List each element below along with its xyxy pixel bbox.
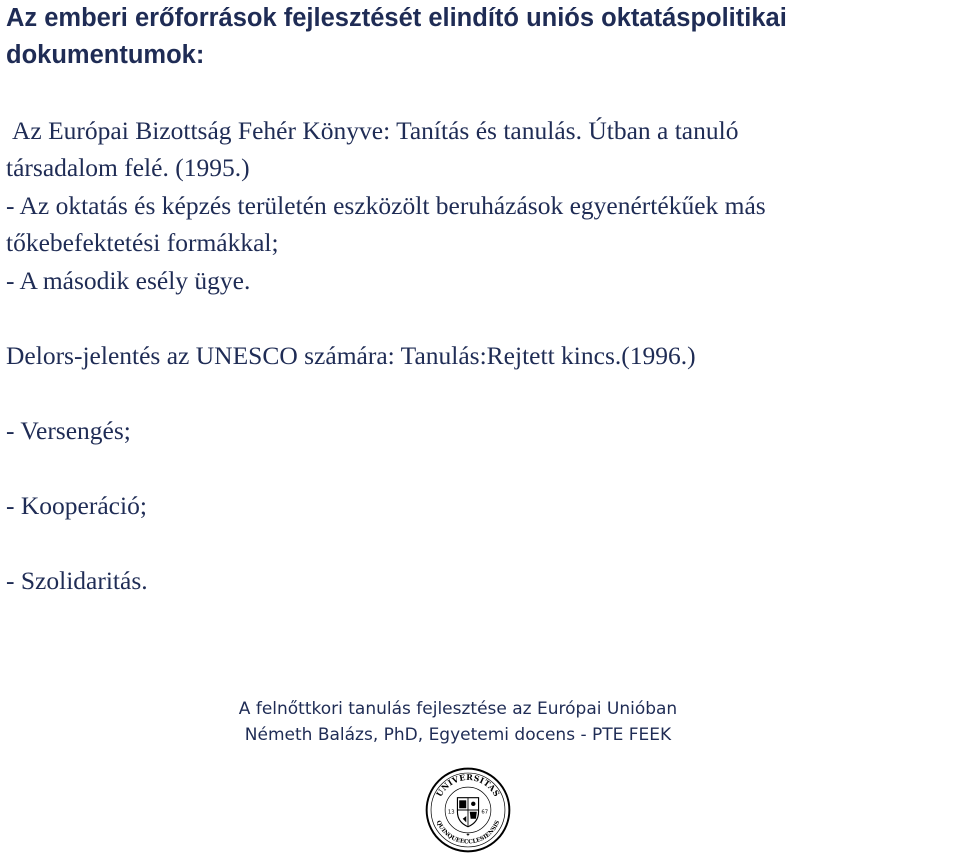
doc1-bullet1-line1: - Az oktatás és képzés területén eszközölt beruházások egyenértékűek más [6,191,766,220]
doc1-bullet1-line2: tőkebefektetési formákkal; [6,228,279,257]
seal-year-left: 13 [447,809,455,816]
doc1-title-line1: Az Európai Bizottság Fehér Könyve: Tanítás és tanulás. Útban a tanuló [12,116,739,145]
slide-title: Az emberi erőforrások fejlesztését elindító uniós oktatáspolitikai dokumentumok: [6,4,787,69]
seal-star-icon: ✦ [465,832,471,839]
doc1-title-line2: társadalom felé. (1995.) [6,153,250,182]
footer-course-title: A felnőttkori tanulás fejlesztése az Európai Unióban [238,699,678,719]
seal-bottom-text: QUINQUEECCLESIENSIS [434,819,502,846]
doc2-item-versenges: - Versengés; [6,416,131,445]
university-seal-logo [424,766,512,854]
doc1-bullet2: - A második esély ügye. [6,266,251,295]
footer-author: Németh Balázs, PhD, Egyetemi docens - PTE FEEK [244,725,672,745]
seal-top-text: UNIVERSITAS [434,772,502,799]
doc2-item-szolidaritas: - Szolidaritás. [6,566,148,595]
seal-year-right: 67 [481,809,489,816]
doc2-heading: Delors-jelentés az UNESCO számára: Tanulás:Rejtett kincs.(1996.) [6,341,696,370]
doc2-item-kooperacio: - Kooperáció; [6,491,147,520]
